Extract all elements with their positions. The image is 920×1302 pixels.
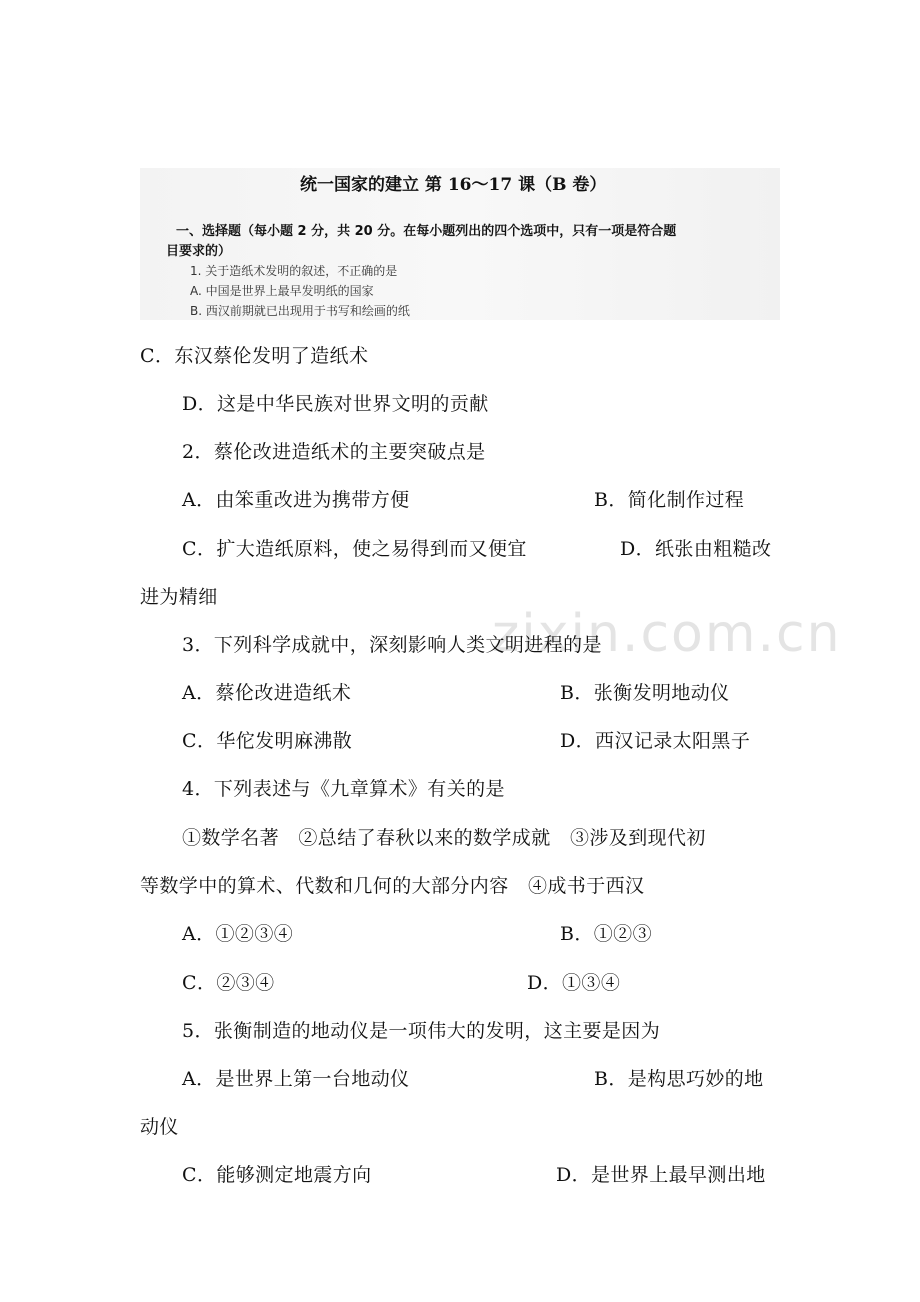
question-2-option-a: A．由笨重改进为携带方便: [182, 489, 410, 511]
question-4-statements: ①数学名著 ②总结了春秋以来的数学成就 ③涉及到现代初: [182, 827, 706, 849]
question-1-option-b: B. 西汉前期就已出现用于书写和绘画的纸: [190, 304, 410, 318]
question-4-stem: 4．下列表述与《九章算术》有关的是: [182, 778, 505, 800]
question-5-stem: 5．张衡制造的地动仪是一项伟大的发明，这主要是因为: [182, 1020, 661, 1042]
question-4-option-d: D．①③④: [527, 972, 621, 994]
question-4-option-b: B．①②③: [560, 923, 652, 945]
question-4-option-a: A．①②③④: [182, 923, 294, 945]
question-1-option-a: A. 中国是世界上最早发明纸的国家: [190, 284, 374, 298]
question-4-option-c: C．②③④: [182, 972, 275, 994]
question-3-option-a: A．蔡伦改进造纸术: [182, 682, 352, 704]
question-4-statements-continued: 等数学中的算术、代数和几何的大部分内容 ④成书于西汉: [140, 875, 645, 897]
question-5-option-c: C．能够测定地震方向: [182, 1164, 372, 1186]
question-3-option-d: D．西汉记录太阳黑子: [560, 730, 751, 752]
question-1-stem: 1. 关于造纸术发明的叙述，不正确的是: [190, 264, 398, 278]
question-1-option-d: D．这是中华民族对世界文明的贡献: [182, 393, 489, 415]
question-2-stem: 2．蔡伦改进造纸术的主要突破点是: [182, 441, 486, 463]
header-image: [140, 168, 780, 320]
question-5-option-a: A．是世界上第一台地动仪: [182, 1068, 410, 1090]
question-2-option-c: C．扩大造纸原料，使之易得到而又便宜: [182, 538, 527, 560]
section-heading-continued: 目要求的）: [166, 244, 232, 259]
question-2-option-d: D．纸张由粗糙改: [620, 538, 772, 560]
question-3-option-b: B．张衡发明地动仪: [560, 682, 730, 704]
watermark: zixin.com.cn: [492, 604, 842, 664]
question-5-option-b-continued: 动仪: [140, 1116, 179, 1138]
question-3-option-c: C．华佗发明麻沸散: [182, 730, 353, 752]
question-2-option-b: B．简化制作过程: [594, 489, 745, 511]
question-3-stem: 3．下列科学成就中，深刻影响人类文明进程的是: [182, 634, 602, 656]
question-5-option-d: D．是世界上最早测出地: [556, 1164, 766, 1186]
section-heading: 一、选择题（每小题 2 分，共 20 分。在每小题列出的四个选项中，只有一项是符合题: [176, 224, 677, 239]
question-2-option-d-continued: 进为精细: [140, 586, 218, 608]
question-1-option-c: C．东汉蔡伦发明了造纸术: [140, 345, 369, 367]
question-5-option-b: B．是构思巧妙的地: [594, 1068, 764, 1090]
document-title: 统一国家的建立 第 16～17 课（B 卷）: [300, 175, 607, 195]
